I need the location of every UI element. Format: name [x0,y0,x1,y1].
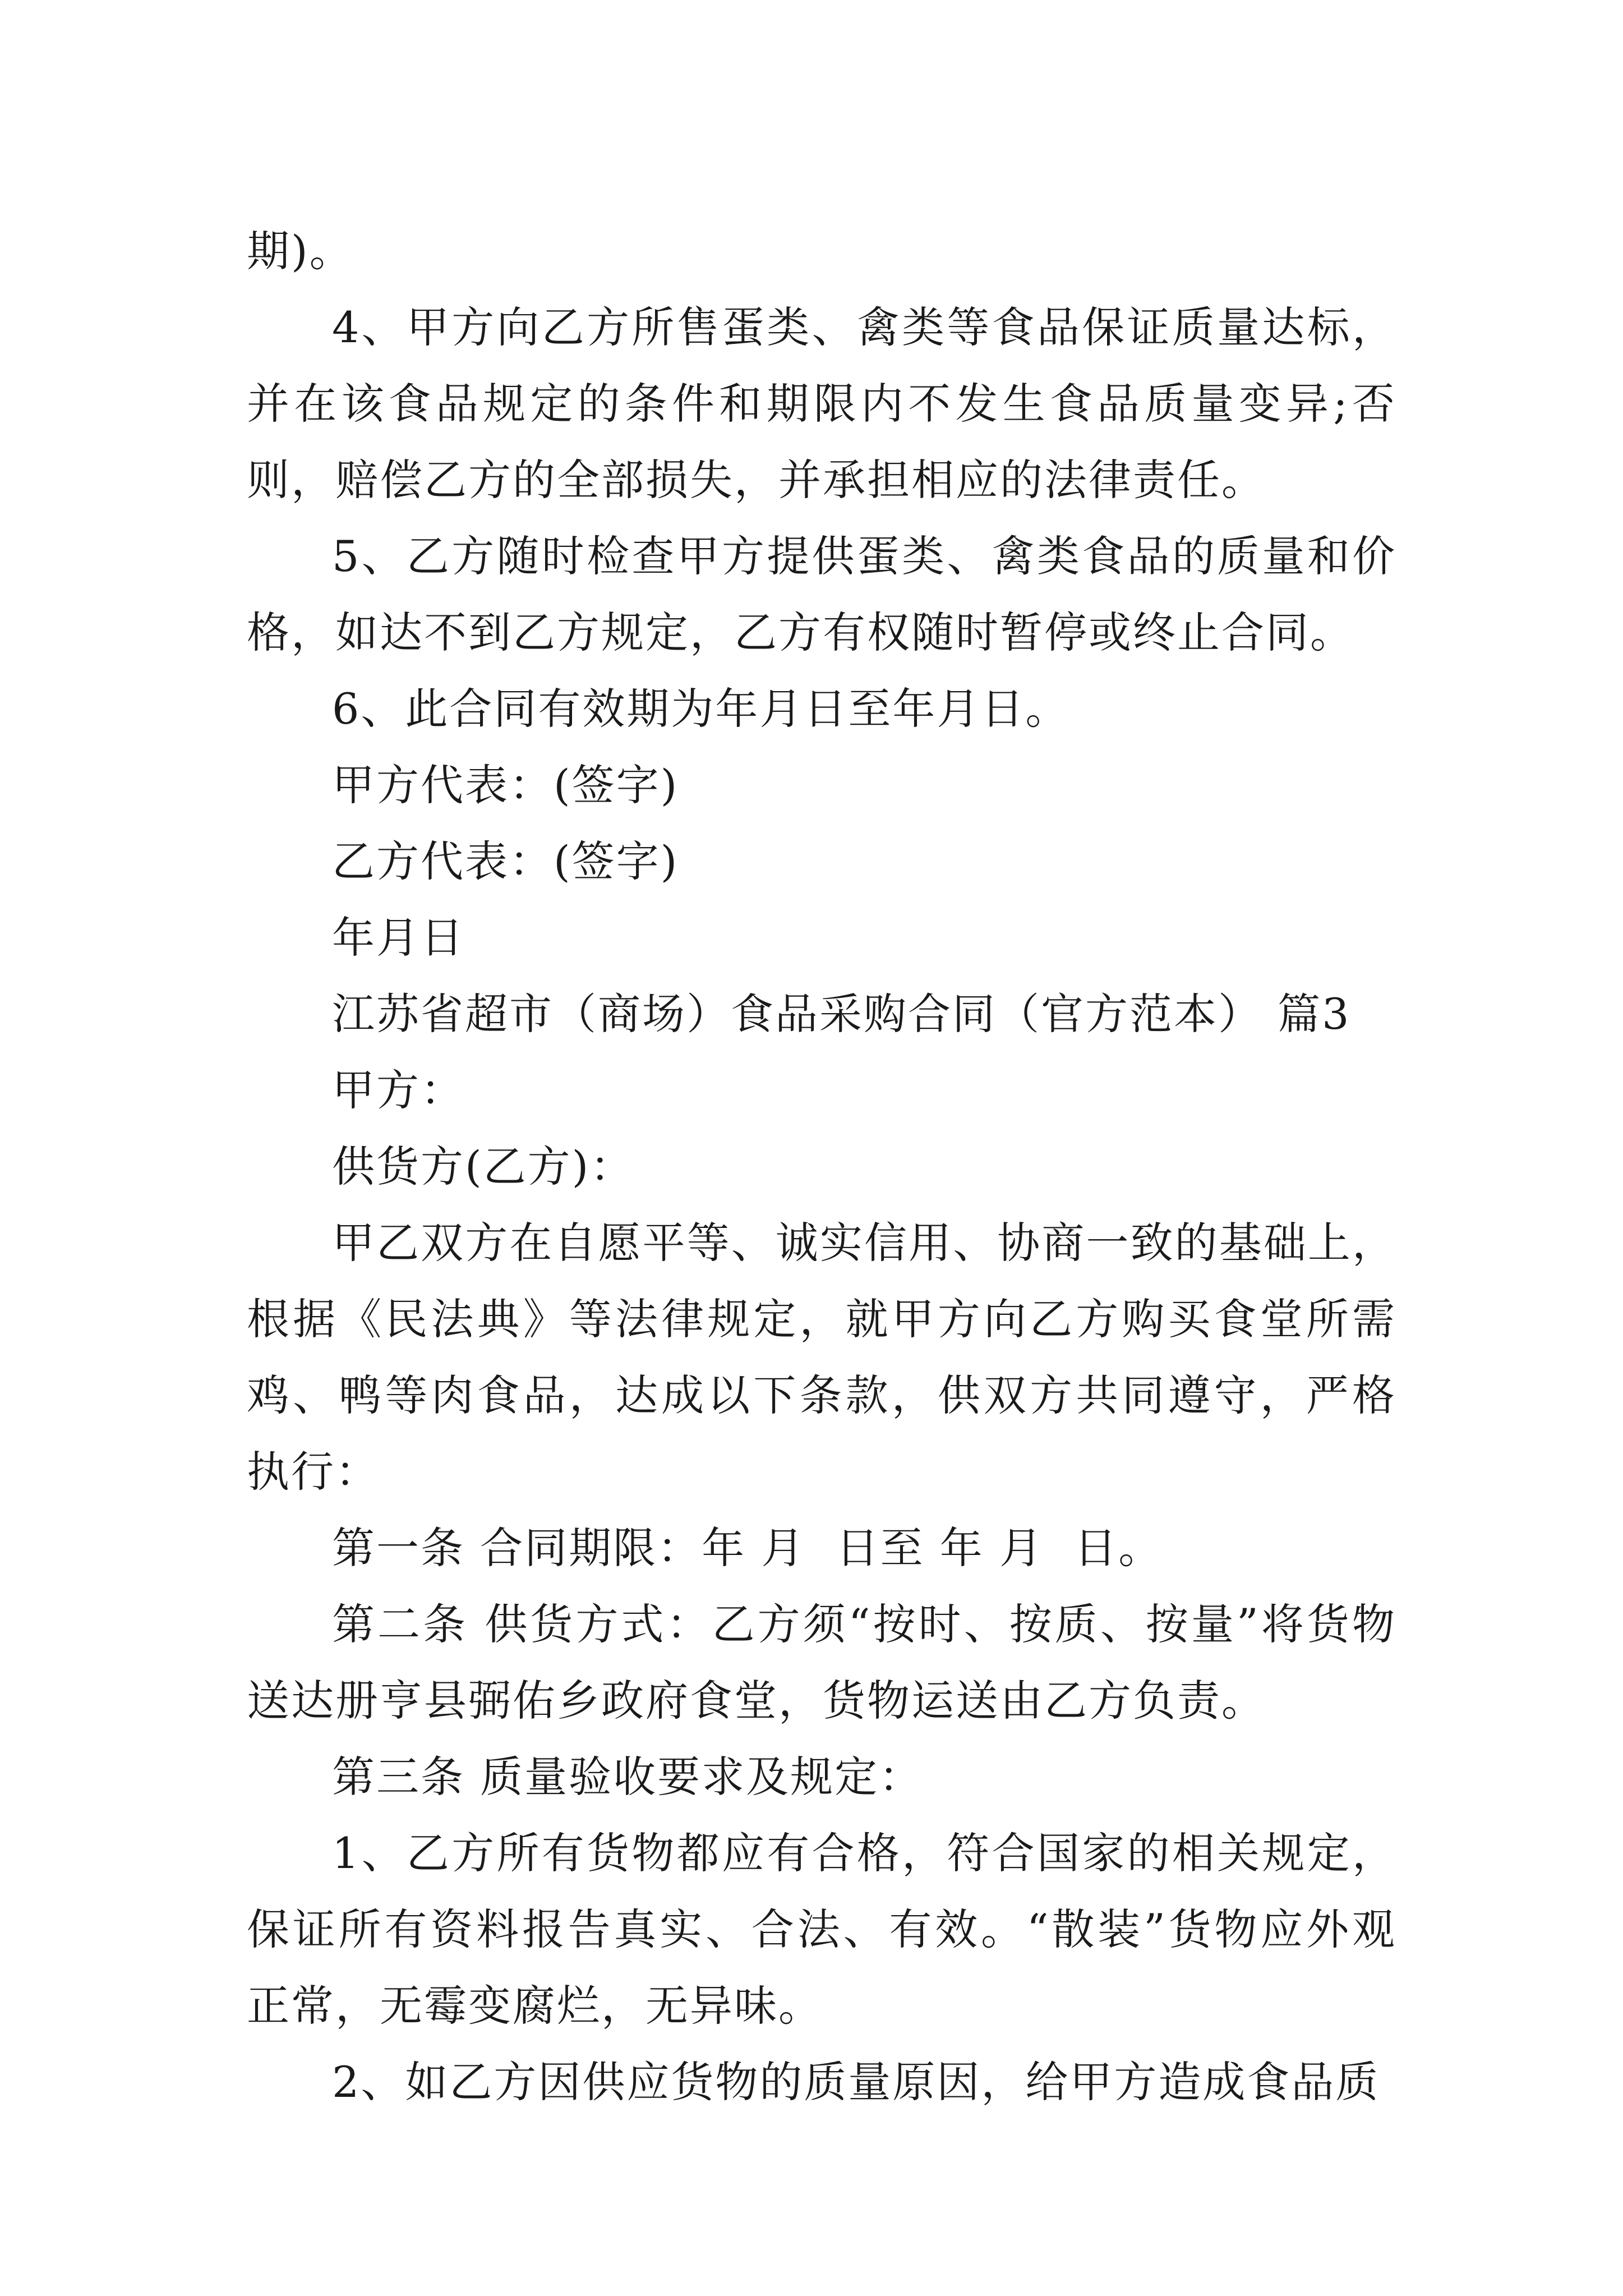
paragraph-clause-6: 6、此合同有效期为年月日至年月日。 [332,684,1070,734]
section-title: 江苏省超市（商场）食品采购合同（官方范本） 篇3 [332,989,1351,1039]
paragraph-clause-5: 5、乙方随时检查甲方提供蛋类、禽类食品的质量和价格，如达不到乙方规定，乙方有权随时暂停或终止合同。 [247,531,1396,657]
date-line: 年月日 [332,913,465,963]
party-a-line: 甲方： [332,1065,465,1115]
article-1: 第一条 合同期限：年 月 日至 年 月 日。 [332,1523,1163,1573]
article-3-item-1: 1、乙方所有货物都应有合格，符合国家的相关规定，保证所有资料报告真实、合法、有效。“散装”货物应外观正常，无霉变腐烂，无异味。 [247,1828,1396,2031]
article-3-heading: 第三条 质量验收要求及规定： [332,1752,924,1802]
paragraph-clause-4: 4、甲方向乙方所售蛋类、禽类等食品保证质量达标，并在该食品规定的条件和期限内不发生食品质量变异;否则，赔偿乙方的全部损失，并承担相应的法律责任。 [247,302,1396,505]
supplier-line: 供货方(乙方)： [332,1142,635,1191]
paragraph-continuation: 期)。 [247,226,354,276]
paragraph-preamble: 甲乙双方在自愿平等、诚实信用、协商一致的基础上，根据《民法典》等法律规定，就甲方向乙方购买食堂所需鸡、鸭等肉食品，达成以下条款，供双方共同遵守，严格执行： [247,1218,1396,1497]
article-3-item-2: 2、如乙方因供应货物的质量原因，给甲方造成食品质 [332,2057,1380,2107]
document-body [247,213,1396,2120]
party-a-signature-line: 甲方代表：(签字) [332,760,679,810]
party-b-signature-line: 乙方代表：(签字) [332,836,679,886]
article-2: 第二条 供货方式：乙方须“按时、按质、按量”将货物送达册亨县弼佑乡政府食堂，货物运送由乙方负责。 [247,1599,1396,1726]
